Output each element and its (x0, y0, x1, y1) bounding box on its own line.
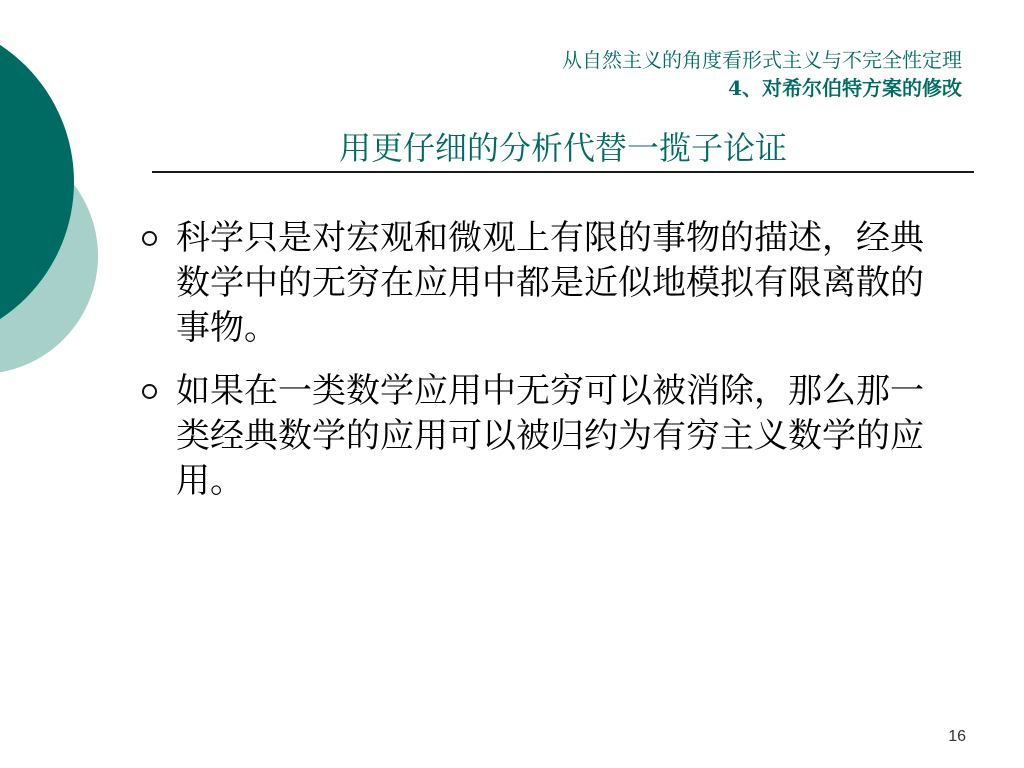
bullet-text: 如果在一类数学应用中无穷可以被消除，那么那一类经典数学的应用可以被归约为有穷主义数学的应用。 (176, 371, 924, 501)
page-number: 16 (948, 728, 966, 745)
bullet-text: 科学只是对宏观和微观上有限的事物的描述，经典数学中的无穷在应用中都是近似地模拟有限离散的事物。 (176, 218, 924, 348)
decorative-circles (0, 0, 130, 420)
hollow-circle-bullet-icon (142, 384, 157, 399)
bullet-item (140, 369, 950, 504)
bullet-list (140, 216, 950, 522)
bullet-item (140, 216, 950, 351)
subtitle-underline (152, 171, 974, 173)
slide-subtitle: 用更仔细的分析代替一揽子论证 (338, 129, 787, 167)
header-title-line: 从自然主义的角度看形式主义与不完全性定理 (562, 48, 962, 72)
hollow-circle-bullet-icon (142, 231, 157, 246)
slide-header (562, 46, 962, 102)
header-section-line: 4、对希尔伯特方案的修改 (728, 76, 962, 100)
